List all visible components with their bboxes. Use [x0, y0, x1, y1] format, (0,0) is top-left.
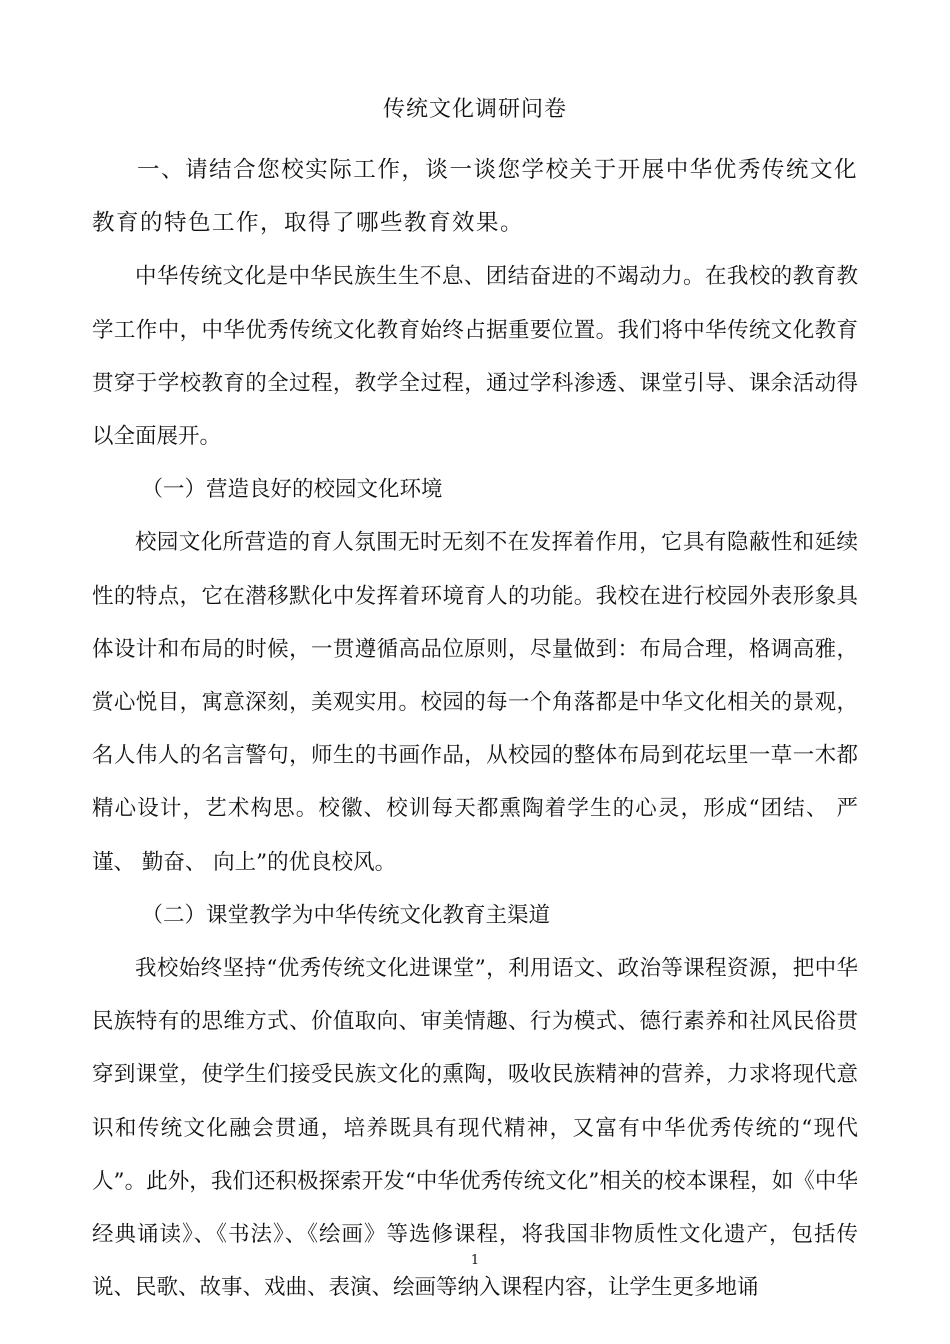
section-1-paragraph: 校园文化所营造的育人氛围无时无刻不在发挥着作用，它具有隐蔽性和延续性的特点，它在潜移默化中发挥着环境育人的功能。我校在进行校园外表形象具体设计和布局的时候，一贯遵循高品位原则，尽量做到：布局合理，格调高雅，赏心悦目，寓意深刻，美观实用。校园的每一个角落都是中华文化相关的景观，名人伟人的名言警句，师生的书画作品，从校园的整体布局到花坛里一草一木都精心设计，艺术构思。校徽、校训每天都熏陶着学生的心灵，形成“团结、 严谨、 勤奋、 向上”的优良校风。 [92, 530, 858, 875]
section-2-heading: （二）课堂教学为中华传统文化教育主渠道 [141, 902, 550, 928]
document-body [92, 88, 858, 1314]
intro-paragraph: 中华传统文化是中华民族生生不息、团结奋进的不竭动力。在我校的教育教学工作中，中华优秀传统文化教育始终占据重要位置。我们将中华传统文化教育贯穿于学校教育的全过程，教学全过程，通过学科渗透、课堂引导、课余活动得以全面展开。 [92, 264, 858, 450]
document-title: 传统文化调研问卷 [382, 97, 567, 122]
survey-question: 一、请结合您校实际工作，谈一谈您学校关于开展中华优秀传统文化教育的特色工作，取得了哪些教育效果。 [92, 157, 858, 237]
section-1-heading: （一）营造良好的校园文化环境 [141, 477, 443, 503]
page-number: 1 [470, 1253, 480, 1268]
section-2-paragraph: 我校始终坚持“优秀传统文化进课堂”，利用语文、政治等课程资源，把中华民族特有的思维方式、价值取向、审美情趣、行为模式、德行素养和社风民俗贯穿到课堂，使学生们接受民族文化的熏陶，吸收民族精神的营养，力求将现代意识和传统文化融会贯通，培养既具有现代精神，又富有中华优秀传统的“现代人”。此外，我们还积极探索开发“中华优秀传统文化”相关的校本课程，如《中华经典诵读》、《书法》、《绘画》等选修课程，将我国非物质性文化遗产，包括传说、民歌、故事、戏曲、表演、绘画等纳入课程内容，让学生更多地诵 [92, 956, 858, 1301]
